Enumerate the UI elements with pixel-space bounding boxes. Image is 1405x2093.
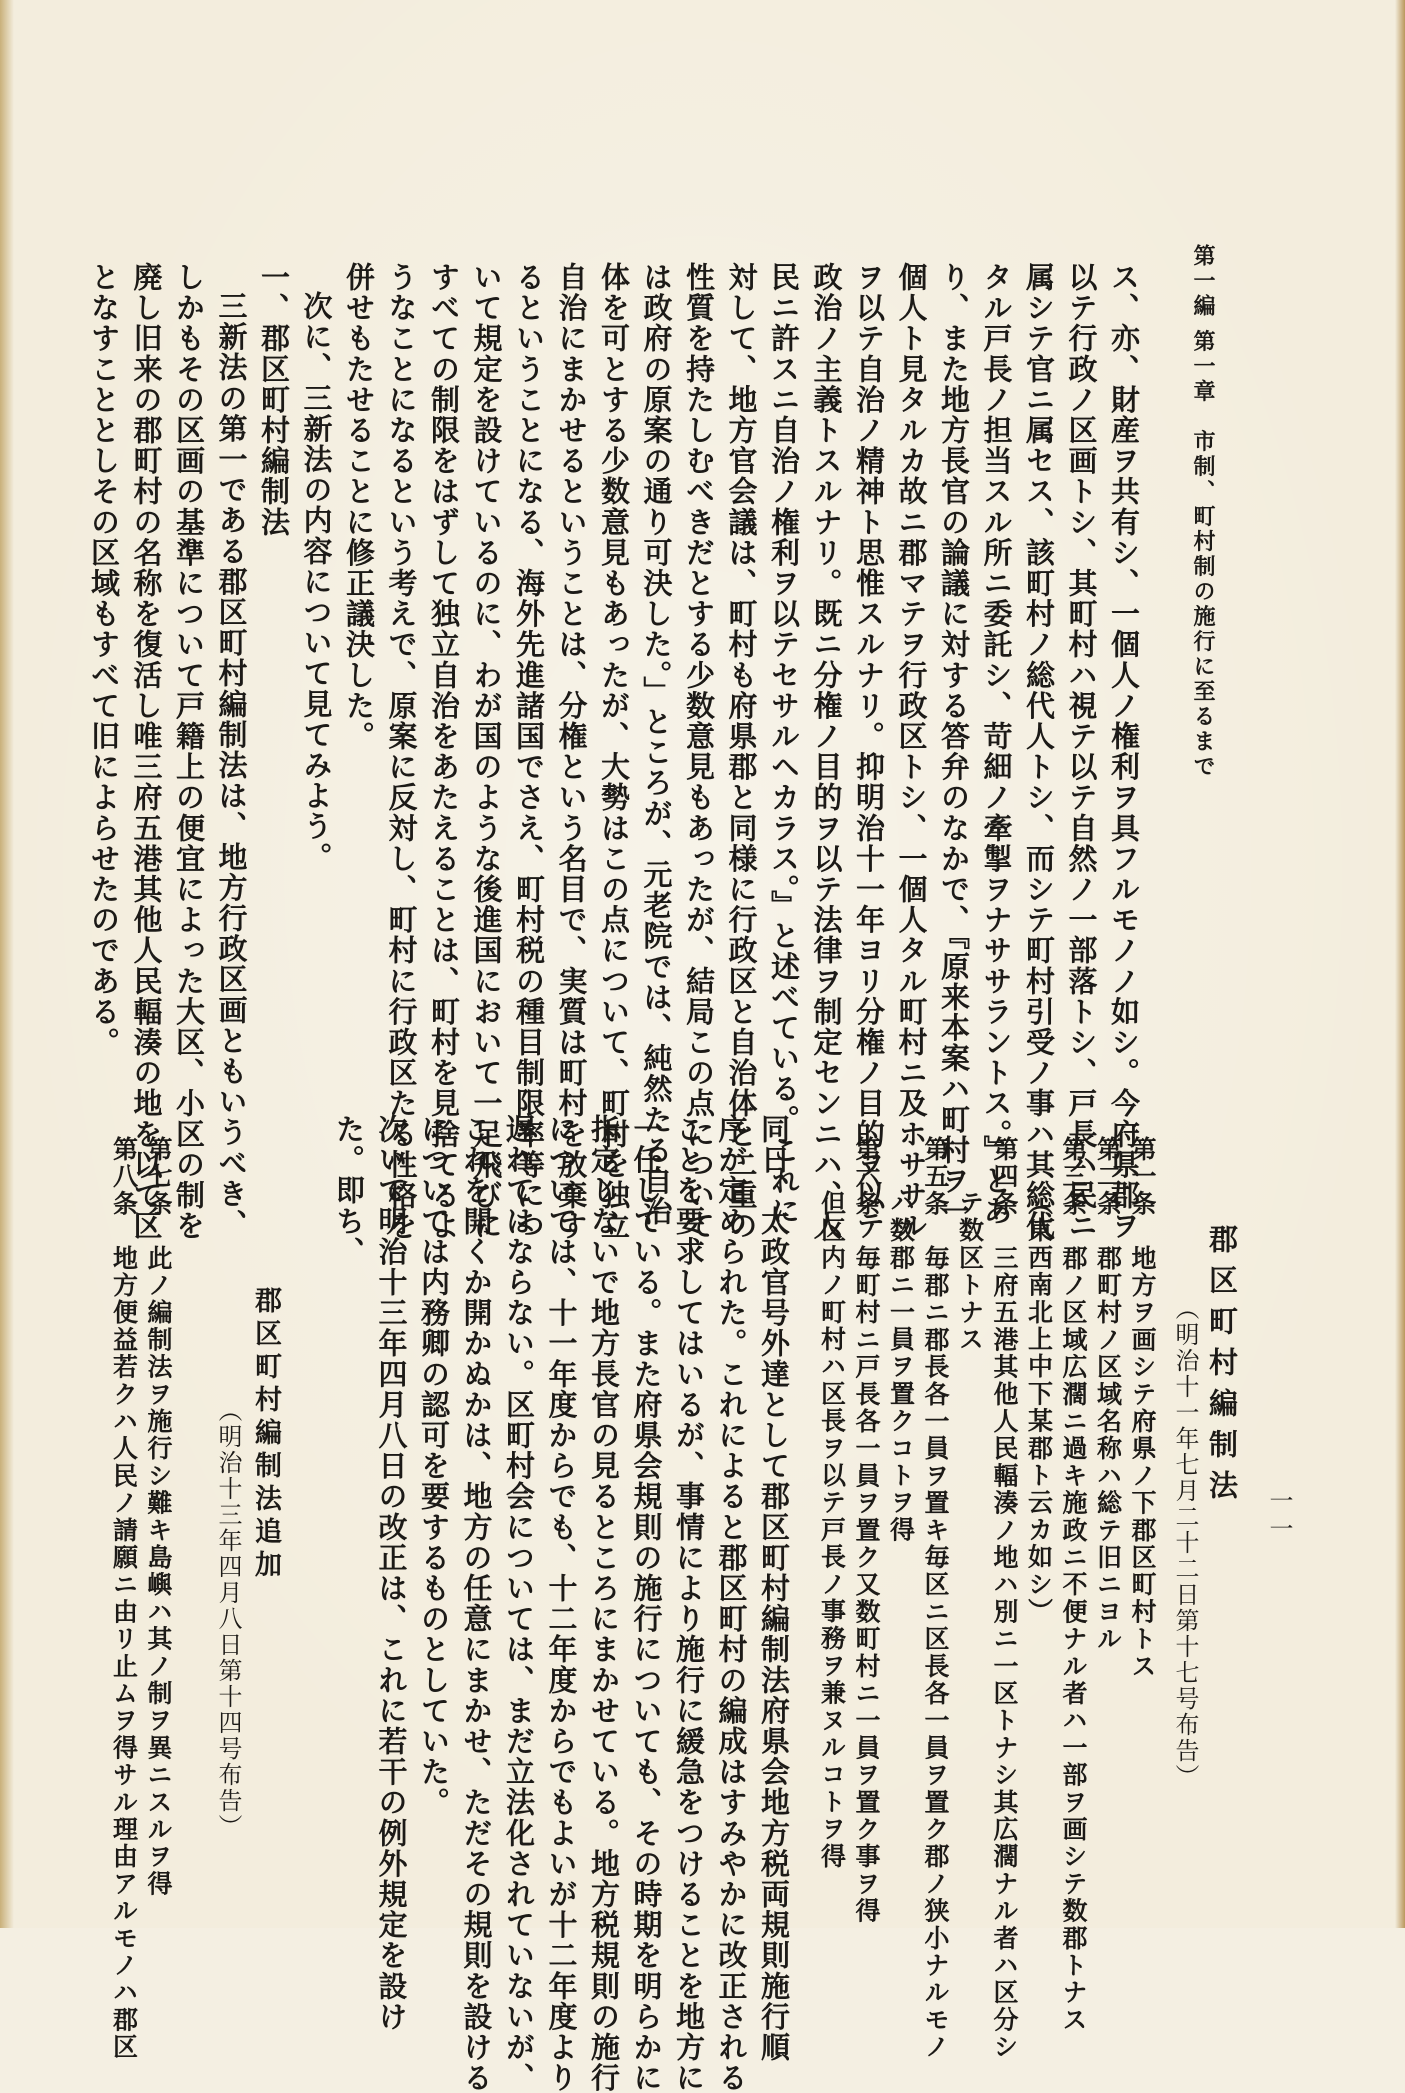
lower-body-text [328, 1114, 796, 2093]
text-line: 対して、地方官会議は、町村も府県郡と同様に行政区と自治体と二重の [724, 262, 759, 1242]
text-line: た。即ち、 [332, 1114, 366, 1267]
article-line: 第一条 地方ヲ画シテ府県ノ下郡区町村トス [1128, 1136, 1157, 1680]
page-edge-right [1395, 0, 1405, 1928]
text-line: 政治ノ主義トスルナリ。既ニ分権ノ目的ヲ以テ法律ヲ制定センニハ、人 [809, 262, 844, 1242]
article-line: ハ数郡ニ一員ヲ置クコトヲ得 [886, 1190, 916, 1544]
text-line: ス、亦、財産ヲ共有シ、一個人ノ権利ヲ具フルモノノ如シ。今府県郡ヲ [1107, 262, 1141, 1242]
page-edge-left [0, 0, 14, 1928]
text-line: るということになる、海外先進諸国でさえ、町村税の種目制限率等につ [512, 262, 546, 1242]
article-line: 第六条 毎町村ニ戸長各一員ヲ置ク又数町村ニ一員ヲ置ク事ヲ得 [852, 1136, 881, 1925]
text-line: 指定しないで地方長官の見るところにまかせている。地方税規則の施行 [587, 1114, 621, 2093]
text-line: 次に、三新法の内容について見てみよう。 [299, 291, 334, 873]
article-line: 但区内ノ町村ハ区長ヲ以テ戸長ノ事務ヲ兼ヌルコトヲ得 [817, 1190, 847, 1870]
text-line: り、また地方長官の論議に対する答弁のなかで、『原来本案ハ町村ヲ一 [937, 262, 971, 1227]
text-line: しかもその区画の基準について戸籍上の便宜によった大区、小区の制を [172, 262, 206, 1242]
text-line: いて規定を設けているのに、わが国のような後進国において一足飛びに [469, 262, 504, 1242]
running-head: 第一編 第一章 市制、町村制の施行に至るまで [1190, 244, 1216, 780]
text-line: 自治にまかせるということは、分権という名目で、実質は町村を放棄す [554, 262, 589, 1242]
section-date: （明治十一年七月二十二日第十七号布告） [1171, 1296, 1199, 1790]
text-line: 民ニ許スニ自治ノ権利ヲ以テセサルヘカラス。』と述べている。これに [767, 262, 801, 1227]
text-line: は政府の原案の通り可決した。」ところが、元老院では、純然たる自治 [639, 262, 674, 1227]
text-line: うなことになるという考えで、原案に反対し、町村に行政区たる性格を [384, 262, 419, 1242]
text-line: については、十一年度からでも、十二年度からでもよいが十二年度より [544, 1114, 579, 2093]
section-title: 郡区町村編制法 [1205, 1224, 1239, 1511]
text-line: 体を可とする少数意見もあったが、大勢はこの点について、町村を独立 [597, 262, 631, 1242]
article-line: 第三条 郡ノ区域広濶ニ過キ施政ニ不便ナル者ハ一部ヲ画シテ数郡トナス [1059, 1136, 1088, 2034]
text-line: 三新法の第一である郡区町村編制法は、地方行政区画ともいうべき、 [214, 291, 249, 1240]
text-line: 廃し旧来の郡町村の名称を復活し唯三府五港其他人民輻湊の地を以て区 [129, 262, 164, 1242]
text-line: タル戸長ノ担当スル所ニ委託シ、苛細ノ牽掣ヲナササラントス。』とあ [979, 262, 1014, 1227]
section-title: 郡区町村編制法追加 [250, 1286, 281, 1583]
text-line: 併せもたせることに修正議決した。 [342, 262, 376, 752]
text-line: については内務卿の認可を要するものとしていた。 [417, 1114, 451, 1818]
text-line: 属シテ官ニ属セス、該町村ノ総代人トシ、而シテ町村引受ノ事ハ其総代 [1022, 262, 1056, 1242]
article-line: 第八条 地方便益若クハ人民ノ請願ニ由リ止ムヲ得サル理由アルモノハ郡区 [109, 1136, 139, 2061]
subsection-heading: 一、郡区町村編制法 [257, 262, 291, 538]
text-line: 一任している。また府県会規則の施行についても、その時期を明らかに [629, 1114, 664, 2093]
page-number: 一一 [1265, 1488, 1293, 1544]
law-articles [106, 1136, 175, 2061]
text-line: 以テ行政ノ区画トシ、其町村ハ視テ以テ自然ノ一部落トシ、戸長ハ民ニ [1064, 262, 1099, 1242]
article-line: 第四条 三府五港其他人民輻湊ノ地ハ別ニ一区トナシ其広濶ナル者ハ区分シ [990, 1136, 1019, 2061]
text-line: ヲ以テ自治ノ精神ト思惟スルナリ。抑明治十一年ヨリ分権ノ目的ヲ以テ [852, 262, 886, 1242]
article-line: テ数区トナス [955, 1190, 985, 1354]
text-line: 遅れてはならない。区町村会については、まだ立法化されていないが、 [502, 1114, 536, 2093]
law-articles [814, 1136, 1159, 2061]
text-line: となすこととしその区域もすべて旧によらせたのである。 [87, 262, 121, 1058]
article-line: 第七条 此ノ編制法ヲ施行シ難キ島嶼ハ其ノ制ヲ異ニスルヲ得 [144, 1136, 173, 1898]
main-body-text [83, 262, 1146, 1241]
text-line: 性質を持たしむべきだとする少数意見もあったが、結局この点について [682, 262, 716, 1242]
article-line: 第二条 郡町村ノ区域名称ハ総テ旧ニヨル [1093, 1136, 1123, 1653]
text-line: すべての制限をはずして独立自治をあたえることは、町村を見捨てるよ [427, 262, 461, 1242]
article-line: 第五条 毎郡ニ郡長各一員ヲ置キ毎区ニ区長各一員ヲ置ク郡ノ狭小ナルモノ [921, 1136, 950, 2061]
text-line: ことを要求してはいるが、事情により施行に緩急をつけることを地方に [672, 1114, 706, 2093]
text-line: 同日、太政官号外達として郡区町村編制法府県会地方税両規則施行順 [757, 1114, 791, 2063]
text-line: 次いで明治十三年四月八日の改正は、これに若干の例外規定を設け [374, 1114, 409, 2032]
text-line: 序が定められた。これによると郡区町村の編成はすみやかに改正される [714, 1114, 749, 2093]
section-date: （明治十三年四月八日第十四号布告） [214, 1398, 242, 1840]
text-line: これを開くか開かぬかは、地方の任意にまかせ、ただその規則を設ける [459, 1114, 494, 2093]
text-line: 個人ト見タルカ故ニ郡マテヲ行政区トシ、一個人タル町村ニ及ホササル [894, 262, 929, 1242]
article-line: （東西南北上中下某郡ト云カ如シ） [1024, 1190, 1054, 1626]
